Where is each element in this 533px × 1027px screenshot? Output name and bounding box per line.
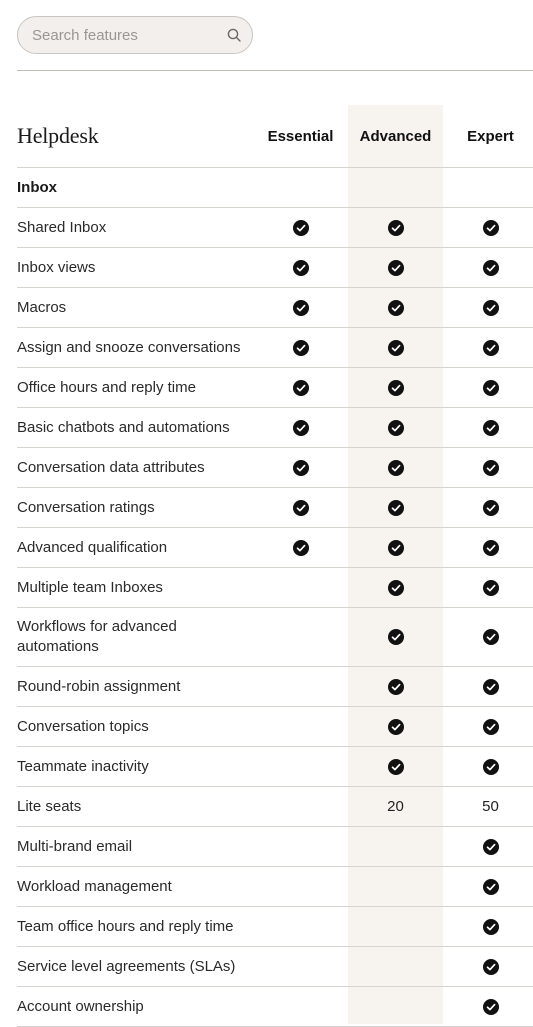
check-circle-icon [443,368,533,407]
plan-essential: Essential [267,127,334,145]
check-circle-icon [443,707,533,746]
check-circle-icon [348,368,443,407]
check-circle-icon [348,608,443,666]
table-row [17,488,533,528]
feature-name: Conversation ratings [17,498,155,516]
feature-name: Conversation topics [17,717,149,735]
check-circle-icon [443,667,533,706]
plan-expert: Expert [467,127,514,145]
feature-name: Inbox views [17,258,96,276]
divider [17,70,533,71]
check-circle-icon [443,208,533,247]
table-row [17,408,533,448]
feature-name: Shared Inbox [17,218,107,236]
feature-name: Account ownership [17,997,144,1015]
check-circle-icon [253,408,348,447]
table-row [17,448,533,488]
table-row [17,787,533,827]
check-circle-icon [253,328,348,367]
check-circle-icon [348,667,443,706]
search-field[interactable] [17,16,253,54]
check-circle-icon [443,747,533,786]
feature-name: Office hours and reply time [17,378,196,396]
check-circle-icon [443,488,533,527]
table-row [17,208,533,248]
table-row [17,747,533,787]
product-title: Helpdesk [17,123,99,148]
table-row [17,288,533,328]
check-circle-icon [348,528,443,567]
check-circle-icon [348,448,443,487]
check-circle-icon [443,947,533,986]
feature-name: Workload management [17,877,172,895]
check-circle-icon [348,288,443,327]
check-circle-icon [443,528,533,567]
feature-name: Multi-brand email [17,837,133,855]
check-circle-icon [443,328,533,367]
comparison-table [17,105,533,1027]
feature-name: Team office hours and reply time [17,917,234,935]
table-row [17,947,533,987]
cell-value: 50 [482,798,499,815]
table-row [17,528,533,568]
feature-name: Teammate inactivity [17,757,149,775]
check-circle-icon [443,608,533,666]
table-row [17,987,533,1027]
check-circle-icon [443,288,533,327]
feature-name: Multiple team Inboxes [17,578,163,596]
cell-value: 20 [387,798,404,815]
check-circle-icon [348,408,443,447]
check-circle-icon [443,568,533,607]
feature-name: Service level agreements (SLAs) [17,957,236,975]
table-row [17,608,533,667]
feature-name: Lite seats [17,797,82,815]
check-circle-icon [443,827,533,866]
table-row [17,867,533,907]
plan-advanced: Advanced [359,127,432,145]
table-row [17,707,533,747]
table-header [17,105,533,168]
table-row [17,328,533,368]
check-circle-icon [253,248,348,287]
feature-name: Advanced qualification [17,538,168,556]
check-circle-icon [348,488,443,527]
feature-name: Assign and snooze conversations [17,338,241,356]
check-circle-icon [443,248,533,287]
check-circle-icon [253,528,348,567]
table-row [17,368,533,408]
check-circle-icon [253,488,348,527]
feature-name: Workflows for advanced automations [17,618,177,655]
check-circle-icon [443,408,533,447]
check-circle-icon [348,568,443,607]
table-row [17,248,533,288]
feature-list [17,208,533,1027]
check-circle-icon [348,248,443,287]
check-circle-icon [348,707,443,746]
check-circle-icon [253,448,348,487]
check-circle-icon [443,867,533,906]
check-circle-icon [443,907,533,946]
check-circle-icon [443,987,533,1026]
search-input[interactable] [32,27,212,44]
check-circle-icon [348,328,443,367]
table-row [17,907,533,947]
check-circle-icon [253,208,348,247]
feature-name: Conversation data attributes [17,458,205,476]
table-row [17,568,533,608]
check-circle-icon [348,747,443,786]
search-bar [17,16,253,54]
check-circle-icon [253,368,348,407]
check-circle-icon [348,208,443,247]
check-circle-icon [443,448,533,487]
table-row [17,827,533,867]
feature-name: Basic chatbots and automations [17,418,230,436]
search-icon[interactable] [226,27,242,43]
feature-name: Macros [17,298,67,316]
section-title: Inbox [17,168,533,208]
check-circle-icon [253,288,348,327]
feature-name: Round-robin assignment [17,677,181,695]
table-row [17,667,533,707]
